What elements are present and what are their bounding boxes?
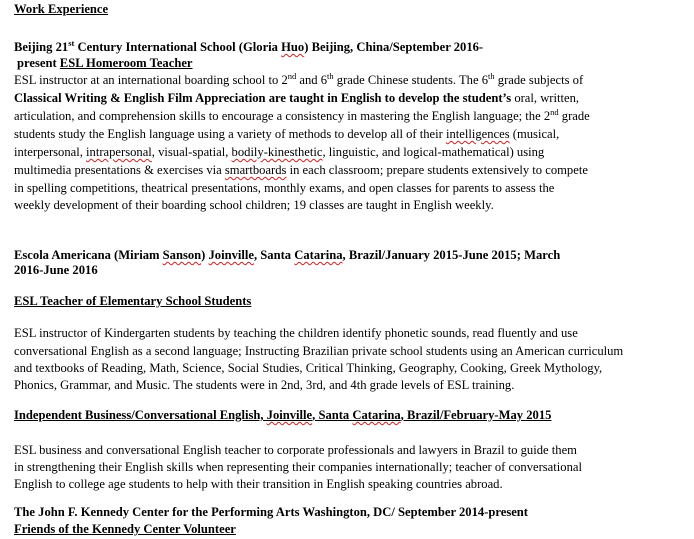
job4-title-line1: The John F. Kennedy Center for the Performing Arts Washington, DC/ September 2014-present [14,505,529,519]
job2-role: ESL Teacher of Elementary School Students [14,294,252,308]
job1-desc-line: interpersonal, intrapersonal, visual-spatial, bodily-kinesthetic, linguistic, and logical-mathematical) using [14,145,545,159]
job2-title-line1: Escola Americana (Miriam Sanson) Joinville, Santa Catarina, Brazil/January 2015-June 2015; March [14,248,561,262]
job1-desc-line: multimedia presentations & exercises via smartboards in each classroom; prepare students extensively to compete [14,163,588,177]
job3-desc-line: English to college age students to help with their transition in English speaking countries abroad. [14,477,503,491]
job3-desc-line: in strengthening their English skills when representing their companies internationally; teacher of conversational [14,460,582,474]
job1-title-line1: Beijing 21st Century International School (Gloria Huo) Beijing, China/September 2016- [14,38,484,54]
job2-desc-line: conversational English as a second language; Instructing Brazilian private school students using an American curriculum [14,344,624,358]
job3-title: Independent Business/Conversational English, Joinville, Santa Catarina, Brazil/February-May 2015 [14,408,552,422]
job1-desc-line: ESL instructor at an international boarding school to 2nd and 6th grade Chinese students. The 6th grade subjects of [14,71,584,87]
job1-desc-line: Classical Writing & English Film Appreciation are taught in English to develop the student’s oral, written, [14,91,580,105]
job1-role: ESL Homeroom Teacher [59,56,193,70]
job2-desc-line: ESL instructor of Kindergarten students by teaching the children identify phonetic sounds, read fluently and use [14,326,578,340]
job4-role: Friends of the Kennedy Center Volunteer [14,522,236,536]
job2-desc-line: Phonics, Grammar, and Music. The students were in 2nd, 3rd, and 4th grade levels of ESL training. [14,378,515,392]
job1-desc-line: weekly development of their boarding school children; 19 classes are taught in English weekly. [14,198,494,212]
job1-desc-line: in spelling competitions, theatrical presentations, monthly exams, and open classes for parents to assess the [14,181,555,195]
job3-desc-line: ESL business and conversational English teacher to corporate professionals and lawyers in Brazil to guide them [14,443,577,457]
job1-desc-line: students study the English language using a variety of methods to develop all of their intelligences (musical, [14,127,560,141]
job1-desc-line: articulation, and comprehension skills to encourage a consistency in mastering the English language; the 2nd grade [14,107,590,123]
job1-title-line2: present ESL Homeroom Teacher [17,56,193,70]
section-heading: Work Experience [14,2,109,16]
job2-desc-line: and textbooks of Reading, Math, Science, Social Studies, Critical Thinking, Geography, Cooking, Greek Mythology, [14,361,603,375]
job2-title-line2: 2016-June 2016 [14,263,98,277]
